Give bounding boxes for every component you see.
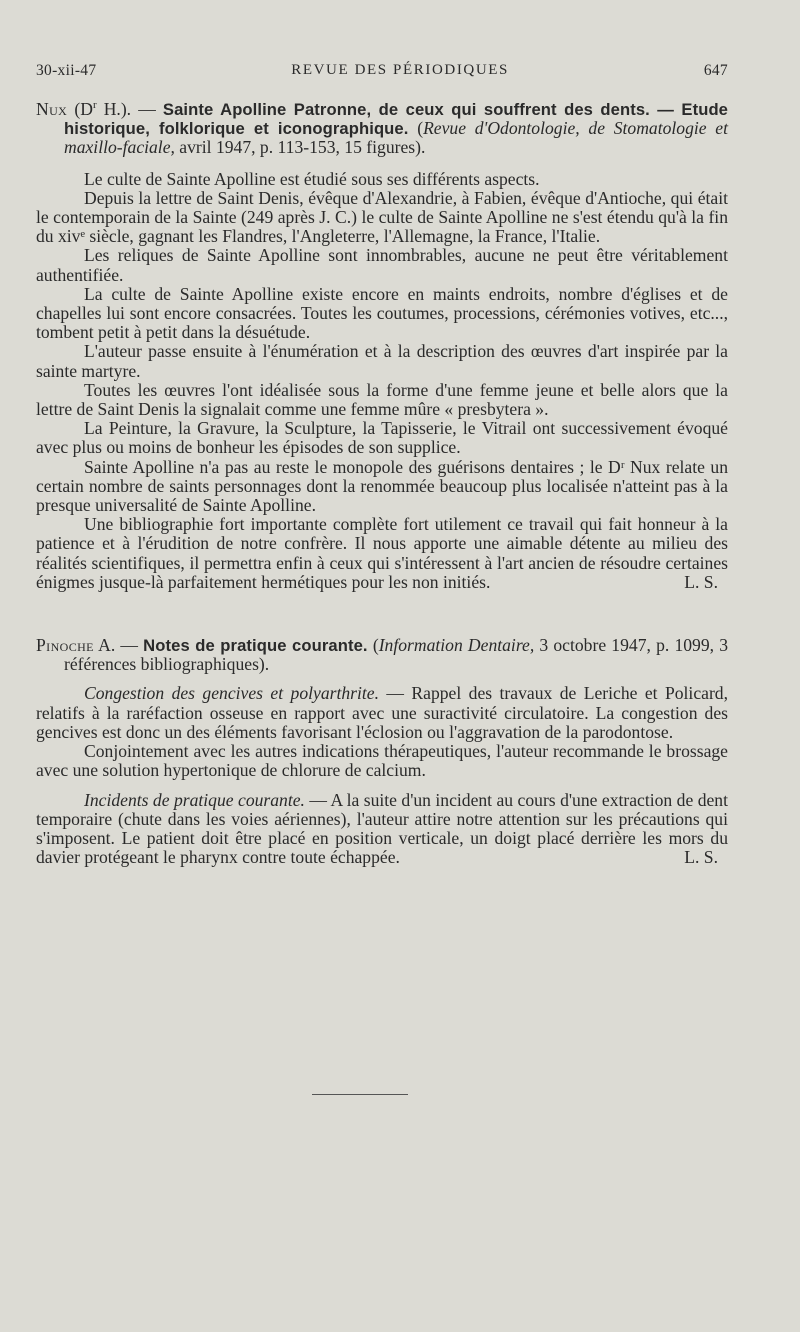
journal-section-title: REVUE DES PÉRIODIQUES: [291, 62, 509, 78]
paragraph-final: Une bibliographie fort importante complète fort utilement ce travail qui fait honneur à la patience et à l'érudition de notre confrère. Il nous apporte une aimable détente au milieu des réalités scientifiques, il permettra enfin à ceux qui s'intéressent à l'art ancien de résoudre certaines énigmes jusque-là parfaitement hermétiques pour les non initiés. L. S.: [36, 514, 728, 592]
running-head: [36, 62, 728, 86]
paragraph: L'auteur passe ensuite à l'énumération et à la description des œuvres d'art inspirée par la sainte martyre.: [36, 341, 728, 381]
paragraph: Incidents de pratique courante. — A la suite d'un incident au cours d'une extraction de dent temporaire (chute dans les voies aériennes), l'auteur attire notre attention sur les précautions qui s'imposent. Le patient doit être placé en position verticale, un doigt placé derrière les mors du davier protégeant le pharynx contre toute échappée. L. S.: [36, 789, 728, 868]
reference-details: 3 octobre 1947, p. 1099, 3 références bibliographiques).: [64, 635, 728, 675]
paragraph: Sainte Apolline n'a pas au reste le monopole des guérisons dentaires ; le Dʳ Nux relate un certain nombre de saints personnages dont la renommée beaucoup plus localisée n'atteint pas à la presque universalité de Sainte Apolline.: [36, 456, 728, 516]
entry-heading: Nux ($D^r$ H.). — Sainte Apolline Patronne, de ceux qui souffrent des dents. — Etude historique, folklorique et iconographique. (Revue d'Odontologie, de Stomatologie et maxillo-faciale, avril 1947, p. 113-153, 15 figures).: [36, 99, 729, 158]
section-title: Incidents de pratique courante.: [84, 789, 305, 810]
paragraph: Le culte de Sainte Apolline est étudié sous ses différents aspects.: [84, 168, 540, 189]
journal-name: Information Dentaire,: [378, 635, 535, 656]
author-name: Pinoche: [36, 635, 94, 656]
paragraph: Congestion des gencives et polyarthrite. — Rappel des travaux de Leriche et Policard, relatifs à la raréfaction osseuse en rapport avec une suractivité circulatoire. La congestion des gencives est donc un des éléments favorisant l'éclosion ou l'aggravation de la parodontose.: [36, 683, 728, 742]
reviewer-signature: L. S.: [684, 571, 718, 592]
review-entry-pinoche: [36, 636, 728, 867]
review-entry-nux: [36, 100, 728, 592]
journal-name: Revue d'Odontologie, de Stomatologie et maxillo-faciale,: [64, 118, 729, 158]
article-title: Notes de pratique courante.: [143, 636, 368, 656]
author-name: Nux: [36, 99, 68, 119]
paragraph: Les reliques de Sainte Apolline sont innombrables, aucune ne peut être véritablement authentifiée.: [36, 245, 728, 285]
paragraph: Conjointement avec les autres indications thérapeutiques, l'auteur recommande le brossage avec une solution hypertonique de chlorure de calcium.: [36, 741, 728, 781]
paragraph: Depuis la lettre de Saint Denis, évêque d'Alexandrie, à Fabien, évêque d'Antioche, qui était le contemporain de la Sainte (249 après J. C.) le culte de Sainte Apolline ne s'est étendu qu'à la fin du xivᵉ siècle, gagnant les Flandres, l'Angleterre, l'Allemagne, la France, l'Italie.: [36, 187, 728, 247]
reference-details: avril 1947, p. 113-153, 15 figures).: [174, 137, 426, 158]
issue-date: 30-xii-47: [36, 62, 97, 79]
entry-heading: Pinoche A. — Notes de pratique courante. (Information Dentaire, 3 octobre 1947, p. 1099, 3 références bibliographiques).: [36, 635, 728, 675]
section-divider: [312, 1094, 408, 1095]
article-title: Sainte Apolline Patronne, de ceux qui souffrent des dents. — Etude historique, folklorique et iconographique.: [64, 100, 729, 139]
page-number: 647: [703, 62, 728, 79]
paragraph: La Peinture, la Gravure, la Sculpture, la Tapisserie, le Vitrail ont successivement évoqué avec plus ou moins de bonheur les épisodes de son supplice.: [36, 418, 728, 458]
paragraph: Toutes les œuvres l'ont idéalisée sous la forme d'une femme jeune et belle alors que la lettre de Saint Denis la signalait comme une femme mûre « presbytera ».: [36, 379, 728, 420]
section-title: Congestion des gencives et polyarthrite.: [84, 683, 379, 704]
reviewer-signature: L. S.: [684, 847, 718, 868]
paragraph: La culte de Sainte Apolline existe encore en maints endroits, nombre d'églises et de chapelles lui sont encore consacrées. Toutes les coutumes, processions, cérémonies votives, etc..., tombent petit à petit dans la désuétude.: [36, 283, 728, 343]
